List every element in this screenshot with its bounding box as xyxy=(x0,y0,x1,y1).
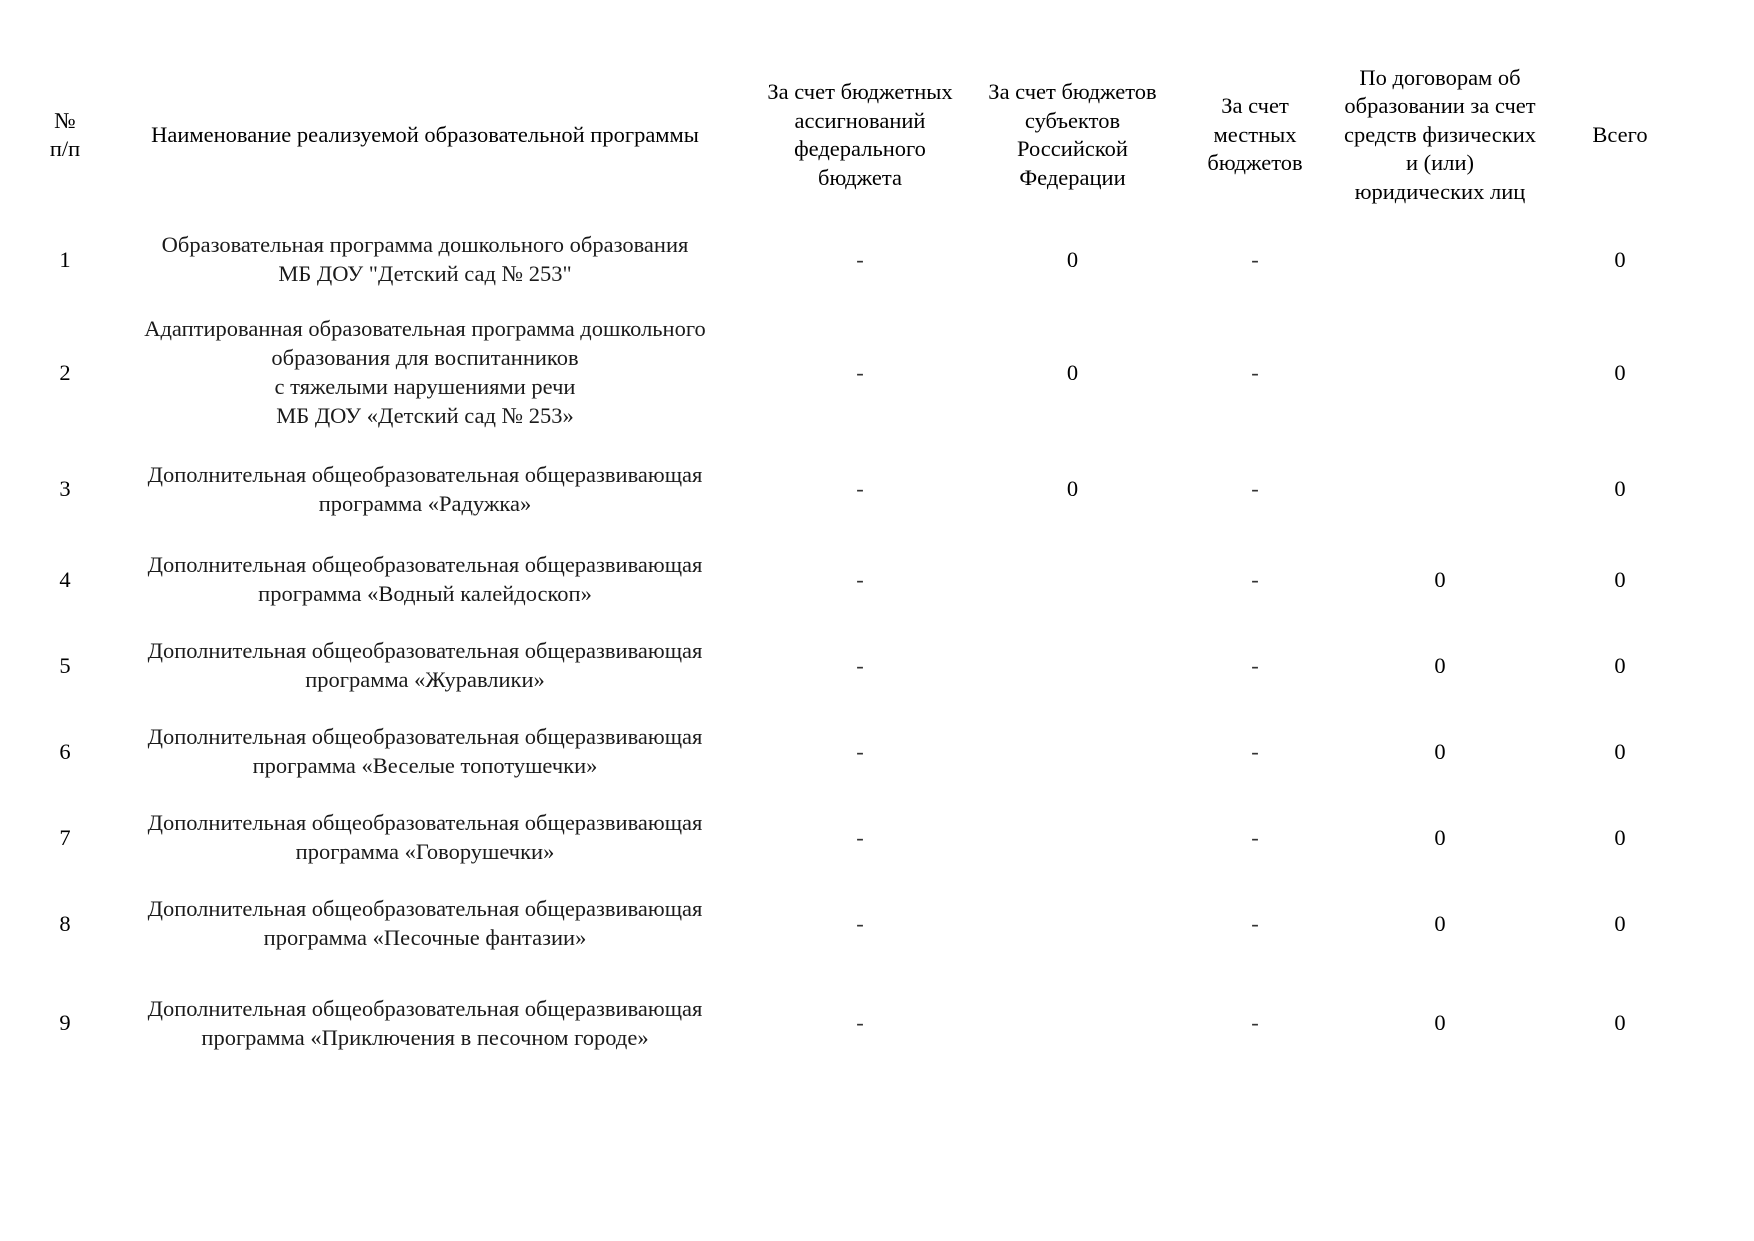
row-local: - xyxy=(1251,476,1259,501)
row-regional xyxy=(970,966,1175,1079)
row-regional: 0 xyxy=(1066,246,1079,272)
row-federal: - xyxy=(856,652,864,678)
row-num: 6 xyxy=(59,738,71,764)
row-local: - xyxy=(1251,824,1259,850)
row-local: - xyxy=(1251,566,1259,592)
header-program-name: Наименование реализуемой образовательной программы xyxy=(151,121,699,147)
row-num: 8 xyxy=(59,910,71,936)
row-local: - xyxy=(1251,910,1259,936)
table-row xyxy=(30,303,1695,441)
row-contracts: 0 xyxy=(1434,738,1446,764)
row-regional: 0 xyxy=(1066,476,1079,501)
row-total: 0 xyxy=(1614,1010,1626,1035)
row-contracts: 0 xyxy=(1434,824,1446,850)
header-num: № п/п xyxy=(49,107,81,161)
header-federal-budget: За счет бюджетных ассигнований федерального бюджета xyxy=(767,79,953,190)
header-contracts: По договорам об образовании за счет средств физических и (или) юридических лиц xyxy=(1343,64,1537,204)
row-total: 0 xyxy=(1614,566,1626,592)
row-num: 1 xyxy=(59,246,71,272)
table-row xyxy=(30,622,1695,708)
row-regional: 0 xyxy=(1066,359,1079,385)
row-total: 0 xyxy=(1614,910,1626,936)
row-total: 0 xyxy=(1614,476,1626,501)
row-total: 0 xyxy=(1614,246,1626,272)
row-num: 4 xyxy=(59,566,71,592)
row-regional xyxy=(970,708,1175,794)
row-contracts xyxy=(1335,215,1545,303)
row-program-name: Дополнительная общеобразовательная общеразвивающая программа «Веселые топотушечки» xyxy=(147,724,703,778)
row-local: - xyxy=(1251,652,1259,678)
row-num: 2 xyxy=(59,359,71,385)
header-total: Всего xyxy=(1592,121,1648,147)
row-federal: - xyxy=(856,910,864,936)
row-regional xyxy=(970,536,1175,622)
table-row xyxy=(30,794,1695,880)
row-federal: - xyxy=(856,476,864,501)
row-program-name: Образовательная программа дошкольного образования МБ ДОУ "Детский сад № 253" xyxy=(161,232,689,286)
table-header-row xyxy=(30,55,1695,215)
row-program-name: Адаптированная образовательная программа дошкольного образования для воспитанников с тяжелыми нарушениями речи МБ ДОУ «Детский сад № 253» xyxy=(144,316,706,428)
table-row xyxy=(30,708,1695,794)
table-row xyxy=(30,441,1695,536)
row-program-name: Дополнительная общеобразовательная общеразвивающая программа «Водный калейдоскоп» xyxy=(147,552,703,606)
row-num: 5 xyxy=(59,652,71,678)
header-local-budget: За счет местных бюджетов xyxy=(1207,93,1303,176)
row-local: - xyxy=(1251,359,1259,385)
row-contracts: 0 xyxy=(1434,652,1446,678)
row-program-name: Дополнительная общеобразовательная общеразвивающая программа «Говорушечки» xyxy=(147,810,703,864)
programs-table xyxy=(30,55,1695,1079)
row-local: - xyxy=(1251,738,1259,764)
row-total: 0 xyxy=(1614,652,1626,678)
row-num: 7 xyxy=(59,824,71,850)
table-row xyxy=(30,215,1695,303)
row-federal: - xyxy=(856,359,864,385)
row-program-name: Дополнительная общеобразовательная общеразвивающая программа «Песочные фантазии» xyxy=(147,896,703,950)
header-regional-budget: За счет бюджетов субъектов Российской Федерации xyxy=(988,79,1157,190)
row-contracts xyxy=(1335,441,1545,536)
row-regional xyxy=(970,880,1175,966)
row-total: 0 xyxy=(1614,738,1626,764)
row-program-name: Дополнительная общеобразовательная общеразвивающая программа «Журавлики» xyxy=(147,638,703,692)
row-federal: - xyxy=(856,246,864,272)
table-row xyxy=(30,536,1695,622)
row-num: 9 xyxy=(59,1010,71,1035)
row-regional xyxy=(970,622,1175,708)
row-total: 0 xyxy=(1614,359,1626,385)
row-num: 3 xyxy=(59,476,71,501)
row-contracts xyxy=(1335,303,1545,441)
row-contracts: 0 xyxy=(1434,1010,1446,1035)
row-local: - xyxy=(1251,246,1259,272)
row-local: - xyxy=(1251,1010,1259,1035)
row-federal: - xyxy=(856,824,864,850)
row-program-name: Дополнительная общеобразовательная общеразвивающая программа «Приключения в песочном городе» xyxy=(147,995,703,1050)
row-federal: - xyxy=(856,566,864,592)
table-row xyxy=(30,880,1695,966)
row-contracts: 0 xyxy=(1434,910,1446,936)
table-row xyxy=(30,966,1695,1079)
row-program-name: Дополнительная общеобразовательная общеразвивающая программа «Радужка» xyxy=(147,461,703,516)
row-regional xyxy=(970,794,1175,880)
row-total: 0 xyxy=(1614,824,1626,850)
row-federal: - xyxy=(856,738,864,764)
row-federal: - xyxy=(856,1010,864,1035)
row-contracts: 0 xyxy=(1434,566,1446,592)
